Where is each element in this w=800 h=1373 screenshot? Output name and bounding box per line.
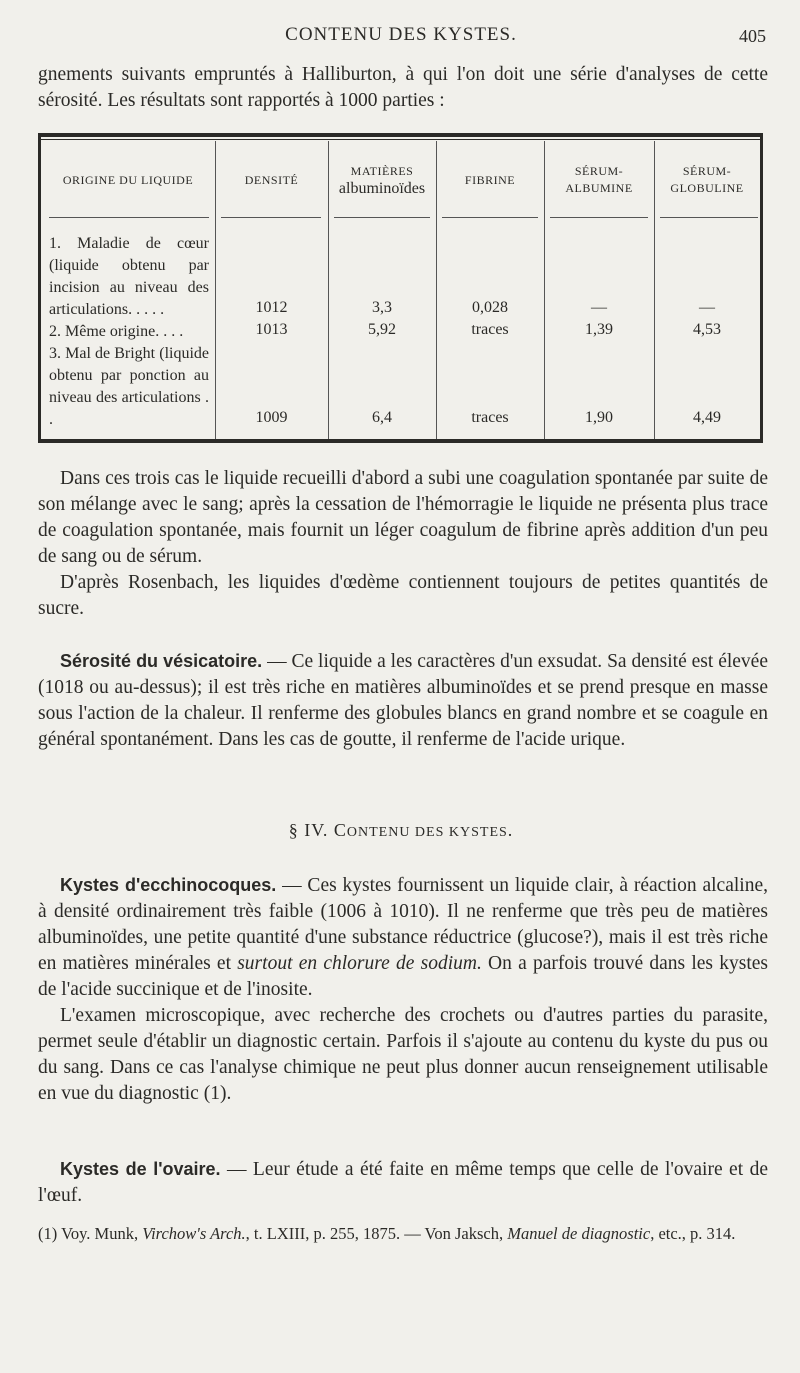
heading-vesicatoire: Sérosité du vésicatoire.: [60, 651, 263, 671]
analysis-table: [38, 133, 763, 443]
row-1-globuline: —: [699, 299, 715, 316]
header-serum-albumine-top: SÉRUM-: [574, 164, 624, 178]
row-2-albumine: 1,39: [585, 321, 613, 338]
footnote-d: Manuel de diagnostic: [507, 1224, 651, 1243]
heading-ovaire: Kystes de l'ovaire.: [60, 1159, 221, 1179]
header-densite: DENSITÉ: [244, 172, 299, 187]
row-1-fibrine: 0,028: [472, 299, 508, 316]
text-ovaire: — Leur étude a été faite en même temps que celle de l'ovaire et de l'œuf.: [38, 1159, 768, 1206]
paragraph-examen: L'examen microscopique, avec recherche des crochets ou d'autres parties du parasite, permet seule d'établir un diagnostic certain. Parfois il s'ajoute au contenu du kyste du pus ou du sang. Dans ce cas l'analyse chimique ne peut plus donner aucun renseignement utilisable en vue du diagnostic (1).: [38, 1005, 768, 1104]
paragraph-ovaire: [38, 1156, 768, 1209]
text-ecchinocoques-a: — Ces kystes fournissent un liquide clair, à réaction alcaline, à densité ordinairement très faible (1006 à 1010). Il ne renferme que très peu de matières albuminoïdes, une petite quantité d'une substance réductrice (glucose?), mais il est très riche en matières minérales et: [38, 875, 768, 974]
intro-text: gnements suivants empruntés à Halliburton, à qui l'on doit une série d'analyses de cette sérosité. Les résultats sont rapportés à 1000 parties :: [38, 64, 768, 111]
header-matieres-bottom: albuminoïdes: [338, 180, 426, 197]
body-block-1: [38, 466, 768, 622]
header-rule: [550, 217, 648, 218]
header-rule: [49, 217, 209, 218]
section-heading: [36, 820, 766, 841]
paragraph-ecchinocoques: [38, 872, 768, 1003]
footnote-b: Virchow's Arch.: [142, 1224, 246, 1243]
body-block-2: [38, 648, 768, 753]
row-2-matieres: 5,92: [368, 321, 396, 338]
header-serum-globuline: [654, 143, 760, 217]
footnote: [38, 1222, 768, 1246]
footnote-e: , etc., p. 314.: [650, 1224, 736, 1243]
row-3-matieres: 6,4: [372, 409, 392, 426]
row-3-globuline: 4,49: [693, 409, 721, 426]
header-origine: ORIGINE DU LIQUIDE: [62, 172, 194, 187]
page-header: [36, 24, 766, 52]
header-serum-globuline-top: SÉRUM-: [682, 164, 732, 178]
row-1-origine: 1. Maladie de cœur (liquide obtenu par incision au niveau des articulations. . . . .: [49, 235, 209, 318]
row-2-densite: 1013: [255, 321, 288, 338]
row-2-origine: 2. Même origine. . . .: [49, 323, 184, 340]
section-title-rest: ONTENU DES KYSTES: [346, 825, 508, 840]
footnote-c: , t. LXIII, p. 255, 1875. — Von Jaksch,: [245, 1224, 508, 1243]
heading-ecchinocoques: Kystes d'ecchinocoques.: [60, 875, 277, 895]
row-1-matieres: 3,3: [372, 299, 392, 316]
header-serum-albumine-bottom: ALBUMINE: [565, 181, 633, 195]
row-2-globuline: 4,53: [693, 321, 721, 338]
header-rule: [221, 217, 321, 218]
text-ecchinocoques-b: On a parfois trouvé dans les kystes de l'acide succinique et de l'inosite.: [38, 953, 768, 1000]
text-ecchinocoques-italic: surtout en chlorure de sodium.: [237, 953, 482, 974]
header-rule: [334, 217, 430, 218]
header-fibrine: FIBRINE: [464, 172, 516, 187]
header-rule: [442, 217, 538, 218]
row-1-densite: 1012: [255, 299, 288, 316]
header-matieres-top: MATIÈRES: [350, 164, 414, 178]
row-3-fibrine: traces: [471, 409, 509, 426]
row-2-fibrine: traces: [471, 321, 509, 338]
paragraph-coagulation: Dans ces trois cas le liquide recueilli d'abord a subi une coagulation spontanée par suite de son mélange avec le sang; après la cessation de l'hémorragie le liquide ne présenta plus trace de coagulation spontanée, mais fournit un léger coagulum de fibrine après addition d'un peu de sang ou de sérum.: [38, 468, 768, 567]
header-serum-albumine: [544, 143, 654, 217]
body-block-3: [38, 872, 768, 1107]
row-1-albumine: —: [591, 299, 607, 316]
row-3-densite: 1009: [255, 409, 288, 426]
paragraph-rosenbach: D'après Rosenbach, les liquides d'œdème contiennent toujours de petites quantités de sucre.: [38, 572, 768, 619]
header-rule: [660, 217, 758, 218]
paragraph-vesicatoire: [38, 648, 768, 753]
footnote-a: (1) Voy. Munk,: [38, 1224, 143, 1243]
text-vesicatoire: — Ce liquide a les caractères d'un exsudat. Sa densité est élevée (1018 ou au-dessus); il est très riche en matières albuminoïdes et se prend presque en masse sous l'action de la chaleur. Il renferme des globules blancs en grand nombre et se coagule en général spontanément. Dans les cas de goutte, il renferme de l'acide urique.: [38, 651, 768, 750]
table-double-rule: [41, 139, 760, 140]
intro-paragraph: [38, 62, 768, 114]
row-3-origine: 3. Mal de Bright (liquide obtenu par ponction au niveau des articulations . .: [49, 345, 209, 428]
section-mark: § IV. C: [288, 820, 347, 840]
header-matieres: [328, 143, 436, 217]
row-3-albumine: 1,90: [585, 409, 613, 426]
section-title-end: .: [507, 820, 514, 840]
page-number: 405: [739, 26, 766, 46]
body-block-4: [38, 1156, 768, 1209]
running-title: CONTENU DES KYSTES.: [285, 24, 517, 45]
header-serum-globuline-bottom: GLOBULINE: [670, 181, 744, 195]
